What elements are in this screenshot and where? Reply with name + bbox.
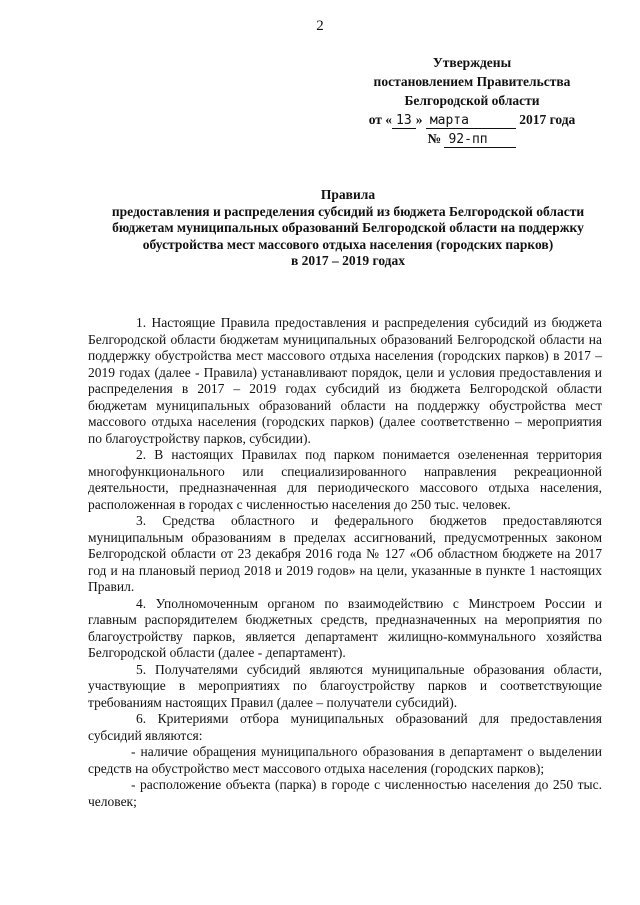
- approval-decree: постановлением Правительства: [373, 74, 571, 89]
- paragraph-1: 1. Настоящие Правила предоставления и распределения субсидий из бюджета Белгородской области бюджетам муниципальных образований Белгородской области на поддержку обустройства мест массового отдыха населения (городских парков) в 2017 – 2019 годах (далее - Правила) устанавливают порядок, цели и условия предоставления и распределения в 2017 – 2019 годах субсидий из бюджета Белгородской области бюджетам муниципальных образований области на поддержку обустройства мест массового отдыха населения (городских парков) (далее соответственно – мероприятия по благоустройству парков, субсидии).: [88, 315, 602, 446]
- approval-region: Белгородской области: [404, 93, 540, 108]
- bullet-item-1: - наличие обращения муниципального образования в департамент о выделении средств на обустройство мест массового отдыха населения (городских парков);: [88, 744, 602, 776]
- paragraph-4: 4. Уполномоченным органом по взаимодействию с Минстроем России и главным распорядителем бюджетных средств, предназначенных на мероприятия по благоустройству парков, является департамент жилищно-коммунального хозяйства Белгородской области (далее - департамент).: [88, 595, 602, 660]
- document-body: [88, 315, 602, 810]
- approval-block: [352, 53, 592, 148]
- page-number: 2: [316, 18, 324, 34]
- approval-date: [352, 110, 592, 129]
- bullet-item-2: - расположение объекта (парка) в городе с численностью населения до 250 тыс. человек;: [88, 777, 602, 809]
- date-prefix: от «: [368, 112, 393, 127]
- number-prefix: №: [427, 131, 442, 146]
- document-title: [80, 187, 616, 270]
- paragraph-3: 3. Средства областного и федерального бюджетов предоставляются муниципальным образованиям в пределах ассигнований, предусмотренных законом Белгородской области от 23 декабря 2016 года № 127 «Об областном бюджете на 2017 год и на плановый период 2018 и 2019 годов» на цели, указанные в пункте 1 настоящих Правил.: [88, 513, 602, 594]
- approval-number: [352, 129, 592, 148]
- paragraph-2: 2. В настоящих Правилах под парком понимается озелененная территория многофункционального или специализированного направления рекреационной деятельности, предназначенная для периодического массового отдыха населения, расположенная в городах с численностью населения до 250 тыс. человек.: [88, 447, 602, 512]
- title-line-1: Правила: [320, 187, 376, 202]
- title-line-5: в 2017 – 2019 годах: [290, 253, 406, 268]
- paragraph-5: 5. Получателями субсидий являются муниципальные образования области, участвующие в мероприятиях по благоустройству парков и соответствующие требованиям настоящих Правил (далее – получатели субсидий).: [88, 661, 602, 710]
- approval-title: Утверждены: [432, 55, 512, 70]
- title-line-2: предоставления и распределения субсидий из бюджета Белгородской области: [111, 203, 585, 219]
- date-month: марта: [426, 114, 516, 129]
- date-sep: »: [415, 112, 423, 127]
- paragraph-6: 6. Критериями отбора муниципальных образований для предоставления субсидий являются:: [88, 711, 602, 743]
- date-year: 2017 года: [519, 112, 576, 127]
- document-number: 92-пп: [444, 133, 516, 148]
- title-line-3: бюджетам муниципальных образований Белгородской области на поддержку: [112, 220, 584, 235]
- date-day: 13: [392, 114, 416, 129]
- title-line-4: обустройства мест массового отдыха населения (городских парков): [142, 236, 554, 252]
